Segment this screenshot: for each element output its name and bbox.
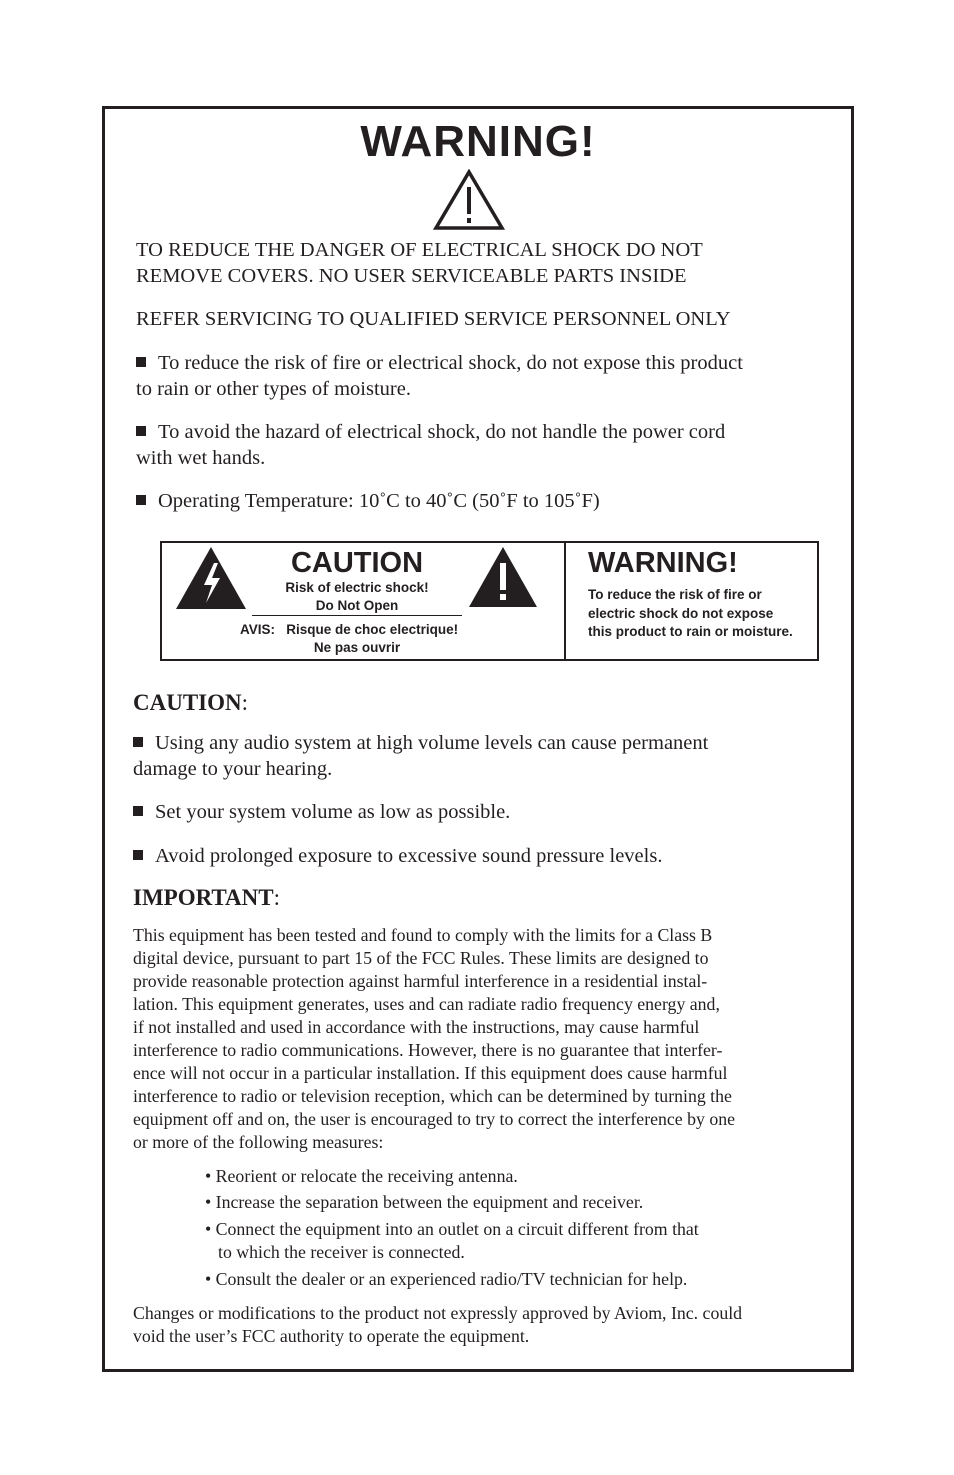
warning-label-title: WARNING! [588,547,738,579]
closing-line-1: Changes or modifications to the product not expressly approved by Aviom, Inc. could [133,1303,743,1323]
page-title: WARNING! [360,117,596,166]
caution-heading-text: CAUTION [133,690,242,715]
bullet-square-icon [133,806,143,816]
measure-item-cont: to which the receiver is connected. [218,1242,465,1262]
bullet-text: Operating Temperature: 10˚C to 40˚C (50˚F to 105˚F) [158,490,600,512]
bullet-text: To reduce the risk of fire or electrical shock, do not expose this product [158,352,743,374]
fcc-line: or more of the following measures: [133,1132,384,1152]
measure-item: • Reorient or relocate the receiving antenna. [205,1166,518,1186]
caution-colon: : [241,690,249,715]
avis-line [240,621,458,639]
warning-triangle-icon [433,169,505,231]
warning-label-line-2: electric shock do not expose [588,606,774,621]
avis-text: Risque de choc electrique! [286,622,459,637]
caution-bullet-hearing-cont: damage to your hearing. [133,758,333,780]
fcc-line: interference to radio or television reception, which can be determined by turning the [133,1086,732,1106]
bullet-power-cord [136,419,725,445]
fcc-line: provide reasonable protection against harmful interference in a residential instal- [133,971,708,991]
intro-line-2: REMOVE COVERS. NO USER SERVICEABLE PARTS INSIDE [136,265,687,287]
measure-item: • Connect the equipment into an outlet on a circuit different from that [205,1219,699,1239]
exclamation-triangle-icon [467,545,539,609]
fcc-line: digital device, pursuant to part 15 of the FCC Rules. These limits are designed to [133,948,709,968]
bullet-square-icon [133,737,143,747]
fcc-line: equipment off and on, the user is encouraged to try to correct the interference by one [133,1109,736,1129]
bullet-text: Using any audio system at high volume levels can cause permanent [155,732,709,754]
warning-frame [102,106,854,1372]
important-heading [133,884,280,912]
caution-label-title: CAUTION [290,547,424,579]
caution-bullet-hearing [133,730,708,756]
bullet-square-icon [136,495,146,505]
caution-label-line-2: Do Not Open [315,598,399,613]
warning-label-line-1: To reduce the risk of fire or [588,587,762,602]
caution-label-divider [252,615,462,616]
caution-label-line-1: Risk of electric shock! [285,580,429,595]
fcc-line: ence will not occur in a particular installation. If this equipment does cause harmful [133,1063,728,1083]
avis-prefix: AVIS: [240,622,276,637]
intro-line-3: REFER SERVICING TO QUALIFIED SERVICE PERSONNEL ONLY [136,308,731,330]
label-divider [564,543,566,659]
lightning-triangle-icon [174,545,248,611]
important-heading-text: IMPORTANT [133,885,274,910]
bullet-power-cord-cont: with wet hands. [136,447,266,469]
bullet-text: Set your system volume as low as possible. [155,801,511,823]
bullet-square-icon [136,357,146,367]
measure-item: • Increase the separation between the equipment and receiver. [205,1192,644,1212]
warning-label-line-3: this product to rain or moisture. [588,624,793,639]
bullet-square-icon [133,850,143,860]
fcc-line: interference to radio communications. However, there is no guarantee that interfer- [133,1040,723,1060]
caution-bullet-exposure [133,843,662,869]
bullet-temperature [136,488,600,514]
bullet-moisture-cont: to rain or other types of moisture. [136,378,411,400]
avis-line-2: Ne pas ouvrir [313,640,401,655]
fcc-line: This equipment has been tested and found to comply with the limits for a Class B [133,925,713,945]
bullet-square-icon [136,426,146,436]
important-colon: : [273,885,280,910]
bullet-text: Avoid prolonged exposure to excessive sound pressure levels. [155,845,663,867]
fcc-line: if not installed and used in accordance with the instructions, may cause harmful [133,1017,700,1037]
closing-line-2: void the user’s FCC authority to operate the equipment. [133,1326,530,1346]
caution-heading [133,689,248,717]
caution-label-box [160,541,819,661]
measure-item: • Consult the dealer or an experienced radio/TV technician for help. [205,1269,688,1289]
bullet-text: To avoid the hazard of electrical shock, do not handle the power cord [158,421,726,443]
intro-line-1: TO REDUCE THE DANGER OF ELECTRICAL SHOCK DO NOT [136,239,703,261]
bullet-moisture [136,350,743,376]
fcc-line: lation. This equipment generates, uses and can radiate radio frequency energy and, [133,994,720,1014]
caution-bullet-volume [133,799,510,825]
